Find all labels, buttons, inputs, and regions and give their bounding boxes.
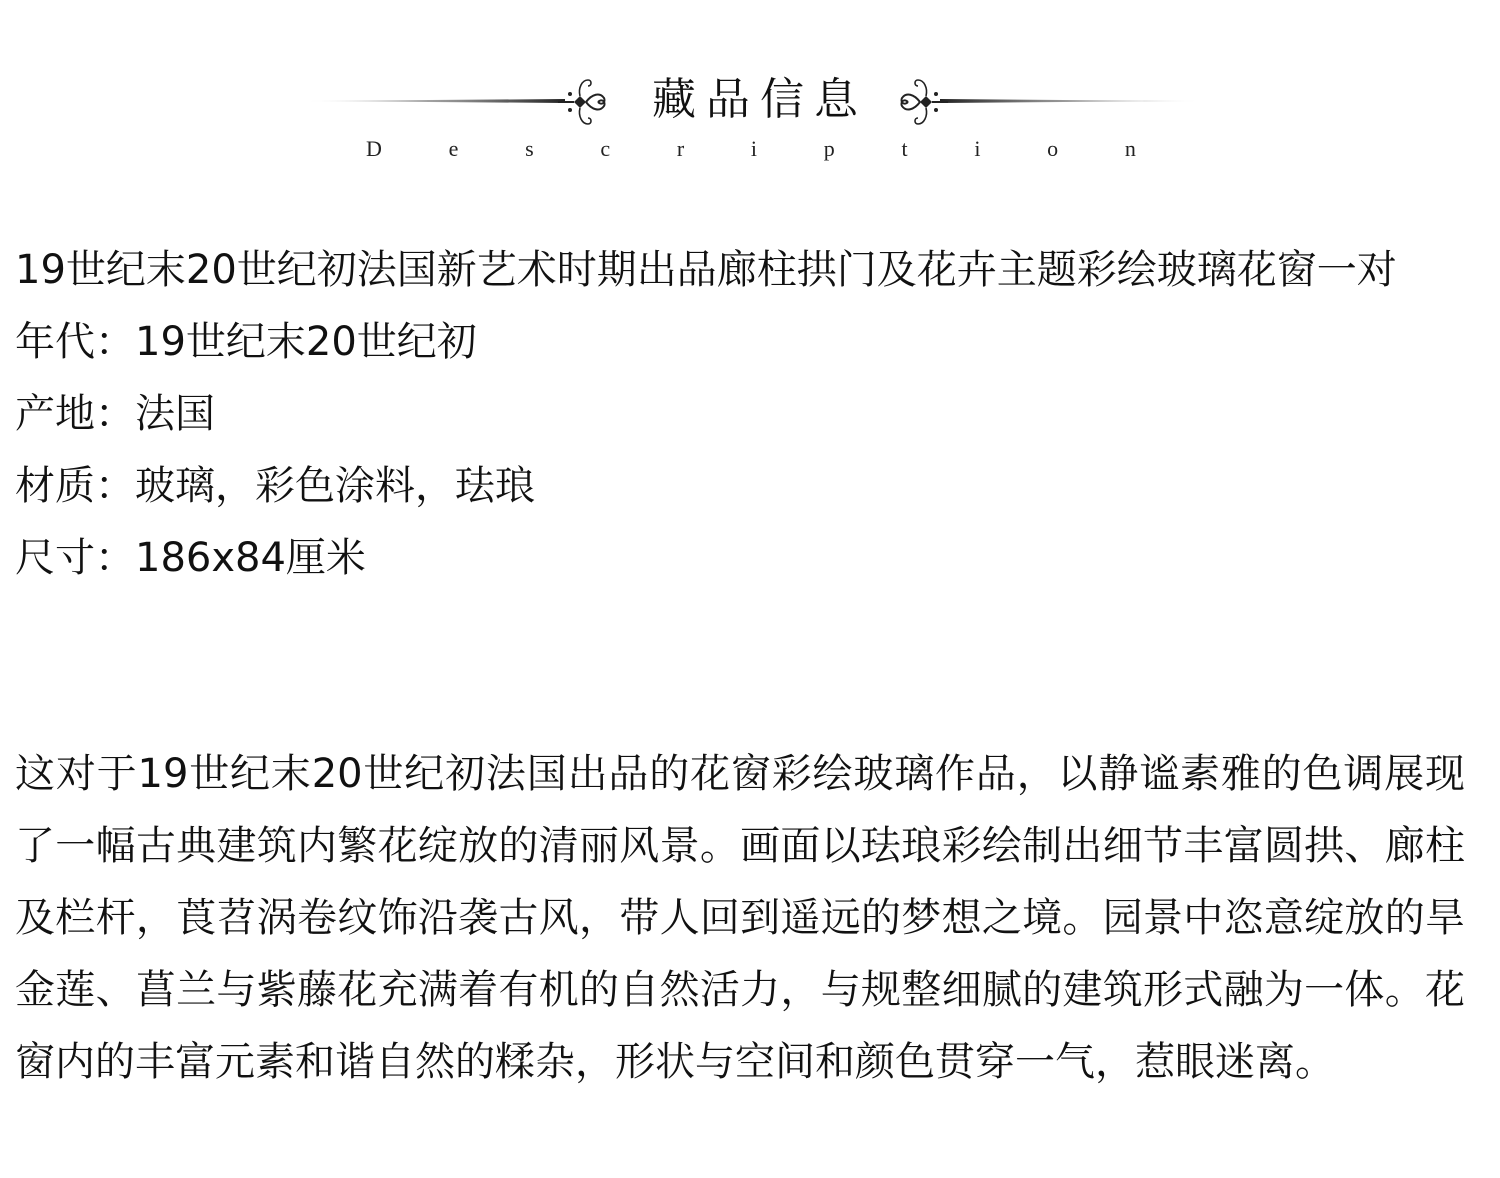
- subtitle-letter: i: [974, 136, 981, 161]
- item-material: 材质：玻璃，彩色涂料，珐琅: [15, 463, 535, 509]
- item-info: [15, 234, 1465, 594]
- item-origin: 产地：法国: [15, 391, 215, 437]
- subtitle-letter: s: [525, 136, 534, 161]
- subtitle-letter: o: [1047, 136, 1059, 161]
- divider-line-right: [940, 99, 1200, 103]
- subtitle-letter: n: [1124, 136, 1136, 161]
- section-header: [0, 0, 1500, 180]
- subtitle-letter: c: [600, 136, 611, 161]
- item-description: [15, 738, 1465, 1098]
- subtitle-letter: t: [901, 136, 908, 161]
- subtitle-letter: i: [750, 136, 758, 161]
- section-title: 藏品信息: [652, 74, 868, 125]
- subtitle-letter: e: [448, 136, 459, 161]
- item-dimensions: 尺寸：186x84厘米: [15, 535, 366, 581]
- item-name: 19世纪末20世纪初法国新艺术时期出品廊柱拱门及花卉主题彩绘玻璃花窗一对: [15, 247, 1397, 293]
- divider-line-left: [305, 99, 565, 103]
- section-subtitle: [366, 134, 1136, 164]
- item-era: 年代：19世纪末20世纪初: [15, 319, 477, 365]
- flourish-ornament-left: [556, 74, 608, 130]
- subtitle-letter: r: [676, 136, 685, 161]
- subtitle-letter: p: [823, 136, 835, 161]
- description-paragraph: 这对于19世纪末20世纪初法国出品的花窗彩绘玻璃作品，以静谧素雅的色调展现了一幅古典建筑内繁花绽放的清丽风景。画面以珐琅彩绘制出细节丰富圆拱、廊柱及栏杆，莨苕涡卷纹饰沿袭古风，带人回到遥远的梦想之境。园景中恣意绽放的旱金莲、菖兰与紫藤花充满着有机的自然活力，与规整细腻的建筑形式融为一体。花窗内的丰富元素和谐自然的糅杂，形状与空间和颜色贯穿一气，惹眼迷离。: [15, 751, 1465, 1085]
- subtitle-letter: D: [366, 136, 382, 161]
